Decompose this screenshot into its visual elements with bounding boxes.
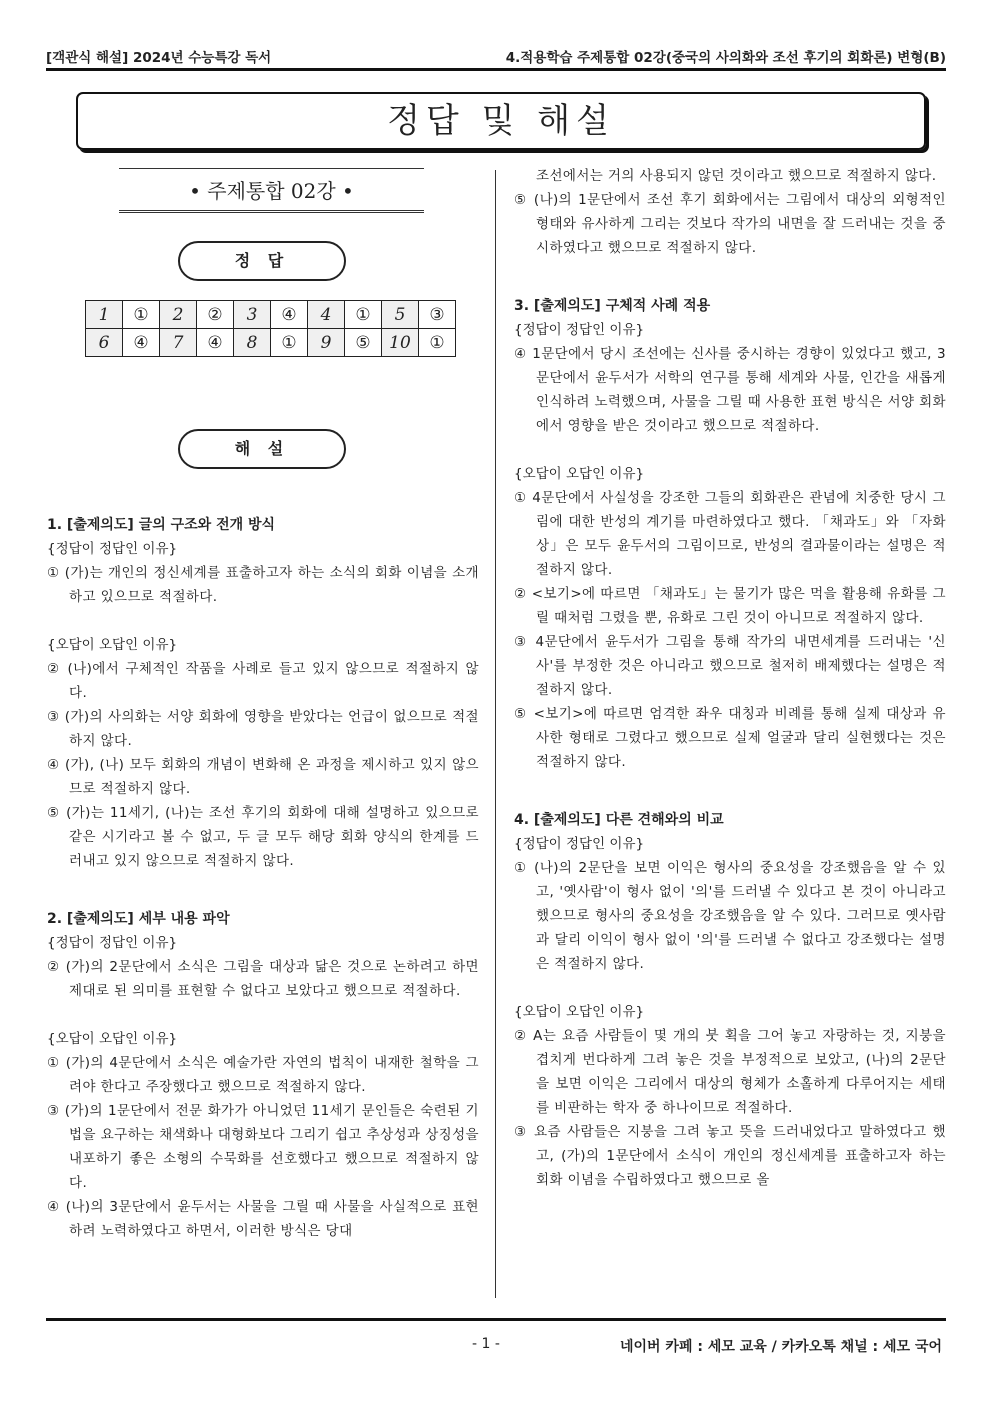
answer-number: 9	[308, 329, 345, 357]
answer-choice: ④	[197, 329, 234, 357]
explanation-item: ③ 요즘 사람들은 지붕을 그려 놓고 뜻을 드러내었다고 말하였다고 했고, (가)의 1문단에서 소식이 개인의 정신세계를 표출하고자 하는 회화 이념을 수립하였다고 했으므로 올	[514, 1124, 946, 1188]
question-1-heading: 1. [출제의도] 글의 구조와 전개 방식	[47, 517, 276, 533]
wrong-reason-label: {오답이 오답인 이유}	[47, 1031, 178, 1047]
answer-table	[85, 300, 456, 357]
answer-number: 1	[86, 301, 123, 329]
question-3-heading: 3. [출제의도] 구체적 사례 적용	[514, 298, 711, 314]
right-column	[514, 164, 946, 1192]
answer-choice: ①	[271, 329, 308, 357]
explanation-item: ① (가)는 개인의 정신세계를 표출하고자 하는 소식의 회화 이념을 소개하고 있으므로 적절하다.	[47, 565, 479, 605]
answer-number: 10	[382, 329, 419, 357]
answer-number: 2	[160, 301, 197, 329]
question-2-heading: 2. [출제의도] 세부 내용 파악	[47, 911, 230, 927]
explanation-item: ③ (가)의 1문단에서 전문 화가가 아니었던 11세기 문인들은 숙련된 기법을 요구하는 채색화나 대형화보다 그리기 쉽고 추상성과 상징성을 내포하기 좋은 소형의 수묵화를 선호했다고 했으므로 적절하지 않다.	[47, 1103, 479, 1191]
answer-choice: ②	[197, 301, 234, 329]
answer-choice: ①	[419, 329, 456, 357]
explanation-item: ⑤ (가)는 11세기, (나)는 조선 후기의 회화에 대해 설명하고 있으므로 같은 시기라고 볼 수 없고, 두 글 모두 해당 회화 양식의 한계를 드러내고 있지 않으므로 적절하지 않다.	[47, 805, 479, 869]
page-number: - 1 -	[472, 1336, 500, 1352]
wrong-reason-label: {오답이 오답인 이유}	[514, 466, 645, 482]
explanation-item: ③ 4문단에서 윤두서가 그림을 통해 작가의 내면세계를 드러내는 '신사'를 부정한 것은 아니라고 했으므로 철저히 배제했다는 설명은 적절하지 않다.	[514, 634, 946, 698]
correct-reason-label: {정답이 정답인 이유}	[47, 541, 178, 557]
explanation-item: ② A는 요즘 사람들이 몇 개의 붓 획을 그어 놓고 자랑하는 것, 지붕을 겹치게 번다하게 그려 놓은 것을 부정적으로 보았고, (나)의 2문단을 보면 이익은 그리에서 대상의 형체가 소홀하게 다루어지는 세태를 비판하는 학자 중 하나이므로 적절하다.	[514, 1028, 946, 1116]
footer-text: 네이버 카페 : 세모 교육 / 카카오톡 채널 : 세모 국어	[619, 1339, 942, 1355]
correct-reason-label: {정답이 정답인 이유}	[514, 322, 645, 338]
wrong-reason-label: {오답이 오답인 이유}	[47, 637, 178, 653]
question-4-heading: 4. [출제의도] 다른 견해와의 비교	[514, 812, 724, 828]
explanation-item: ② (가)의 2문단에서 소식은 그림을 대상과 닮은 것으로 논하려고 하면 제대로 된 의미를 표현할 수 없다고 보았다고 했으므로 적절하다.	[47, 959, 479, 999]
answer-choice: ④	[123, 329, 160, 357]
bottom-rule	[46, 1318, 946, 1321]
wrong-reason-label: {오답이 오답인 이유}	[514, 1004, 645, 1020]
explanation-item: ④ (나)의 3문단에서 윤두서는 사물을 그릴 때 사물을 사실적으로 표현하려 노력하였다고 하면서, 이러한 방식은 당대	[47, 1199, 479, 1239]
page-title: 정답 및 해설	[76, 92, 926, 150]
answer-number: 3	[234, 301, 271, 329]
answers-label: 정 답	[178, 241, 346, 281]
continued-text: 조선에서는 거의 사용되지 않던 것이라고 했으므로 적절하지 않다.	[536, 168, 937, 184]
explanation-item: ④ (가), (나) 모두 회화의 개념이 변화해 온 과정을 제시하고 있지 않으므로 적절하지 않다.	[47, 757, 479, 797]
answer-number: 6	[86, 329, 123, 357]
answer-number: 4	[308, 301, 345, 329]
explanation-item: ⑤ <보기>에 따르면 엄격한 좌우 대칭과 비례를 통해 실제 대상과 유사한 형태로 그렸다고 했으므로 실제 얼굴과 달리 실현했다는 것은 적절하지 않다.	[514, 706, 946, 770]
explanation-item: ① 4문단에서 사실성을 강조한 그들의 회화관은 관념에 치중한 당시 그림에 대한 반성의 계기를 마련하였다고 했다. 「채과도」와 「자화상」은 모두 윤두서의 그림이므로, 반성의 결과물이라는 설명은 적절하지 않다.	[514, 490, 946, 578]
answer-choice: ①	[345, 301, 382, 329]
explanation-item: ② <보기>에 따르면 「채과도」는 물기가 많은 먹을 활용해 유화를 그릴 때처럼 그렸을 뿐, 유화로 그린 것이 아니므로 적절하지 않다.	[514, 586, 946, 626]
answer-number: 5	[382, 301, 419, 329]
explanation-item: ② (나)에서 구체적인 작품을 사례로 들고 있지 않으므로 적절하지 않다.	[47, 661, 479, 701]
top-rule	[46, 68, 946, 71]
answer-choice: ①	[123, 301, 160, 329]
header-right: 4.적용학습 주제통합 02강(중국의 사의화와 조선 후기의 회화론) 변형(B)	[505, 50, 946, 66]
explanation-label: 해 설	[178, 429, 346, 469]
page-header	[46, 44, 946, 66]
explanation-item: ③ (가)의 사의화는 서양 회화에 영향을 받았다는 언급이 없으므로 적절하지 않다.	[47, 709, 479, 749]
explanation-item: ④ 1문단에서 당시 조선에는 신사를 중시하는 경향이 있었다고 했고, 3문단에서 윤두서가 서학의 연구를 통해 세계와 사물, 인간을 새롭게 인식하려 노력했으며, 사물을 그릴 때 사용한 표현 방식은 서양 회화에서 영향을 받은 것이라고 했으므로 적절하다.	[514, 346, 946, 434]
explanation-item: ① (가)의 4문단에서 소식은 예술가란 자연의 법칙이 내재한 철학을 그려야 한다고 주장했다고 했으므로 적절하지 않다.	[47, 1055, 479, 1095]
table-row	[86, 301, 456, 329]
answer-number: 7	[160, 329, 197, 357]
topic-heading: • 주제통합 02강 •	[119, 168, 424, 213]
answer-choice: ③	[419, 301, 456, 329]
table-row	[86, 329, 456, 357]
header-left: [객관식 해설] 2024년 수능특강 독서	[46, 50, 272, 66]
answer-choice: ④	[271, 301, 308, 329]
correct-reason-label: {정답이 정답인 이유}	[47, 935, 178, 951]
answer-choice: ⑤	[345, 329, 382, 357]
answer-number: 8	[234, 329, 271, 357]
column-divider	[495, 170, 496, 1298]
left-column	[47, 168, 479, 1243]
explanation-item: ⑤ (나)의 1문단에서 조선 후기 회화에서는 그림에서 대상의 외형적인 형태와 유사하게 그리는 것보다 작가의 내면을 잘 드러내는 것을 중시하였다고 했으므로 적절하지 않다.	[514, 192, 946, 256]
correct-reason-label: {정답이 정답인 이유}	[514, 836, 645, 852]
explanation-item: ① (나)의 2문단을 보면 이익은 형사의 중요성을 강조했음을 알 수 있고, '옛사람'이 형사 없이 '의'를 드러낼 수 있다고 본 것이 아니라고 했으므로 형사의 중요성을 강조했음을 알 수 있다. 그러므로 옛사람과 달리 이익이 형사 없이 '의'를 드러낼 수 없다고 강조했다는 설명은 적절하지 않다.	[514, 860, 946, 972]
